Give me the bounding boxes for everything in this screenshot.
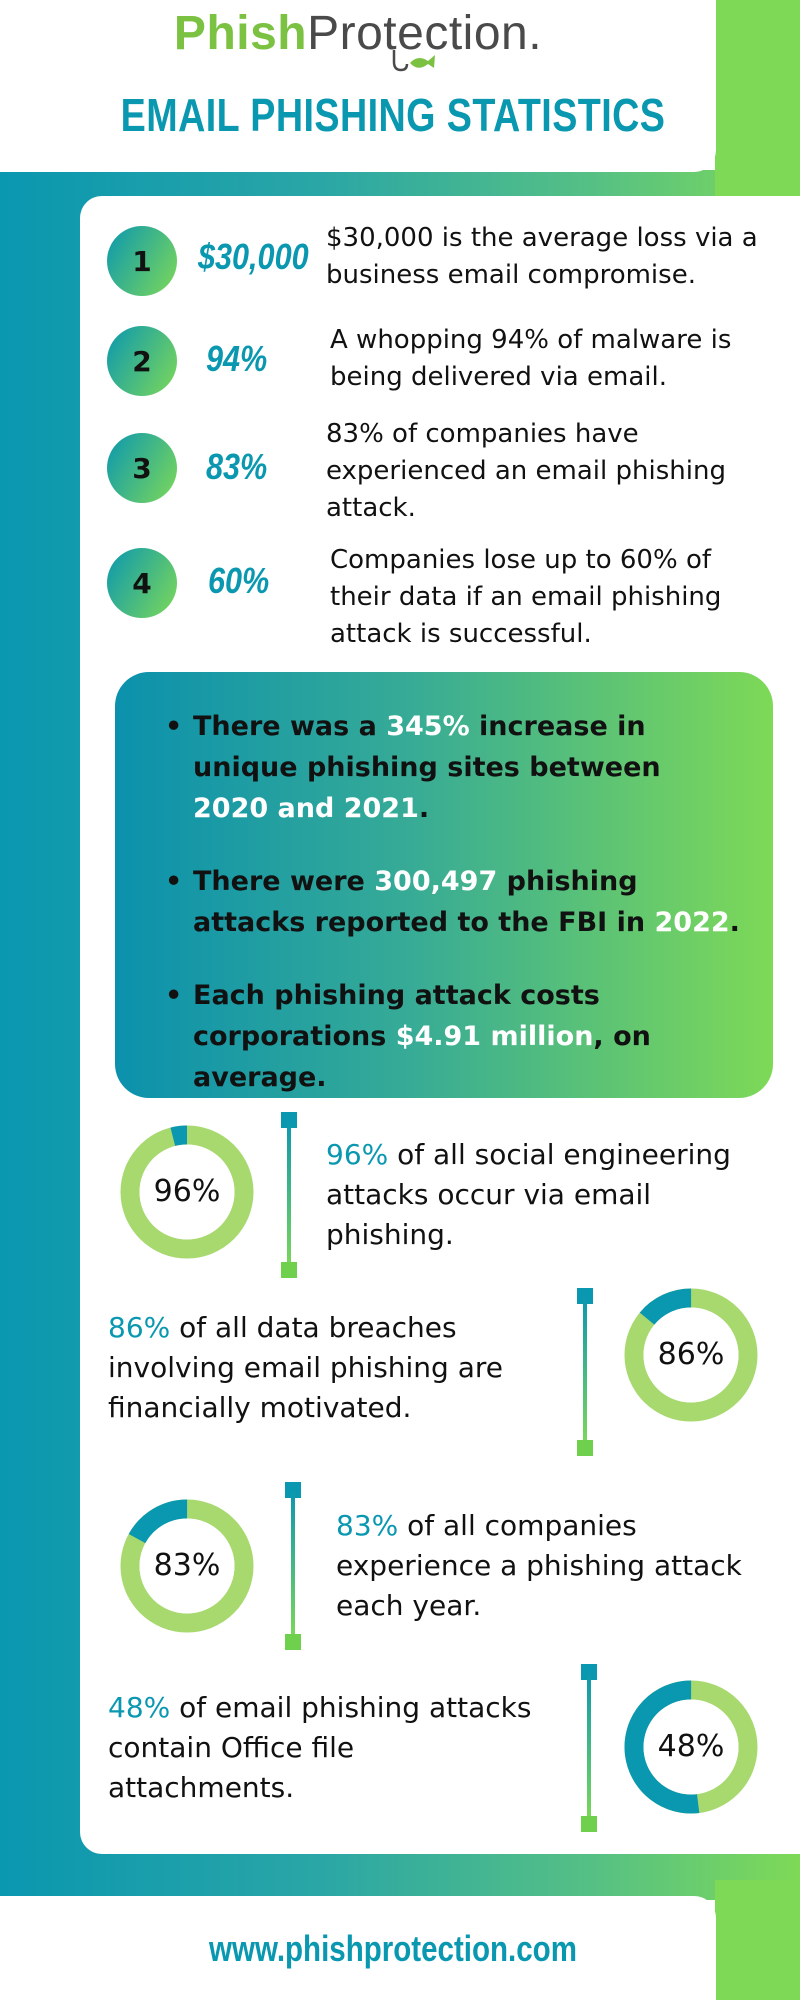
stat-number-badge: 3 xyxy=(107,433,177,503)
stat-number-badge: 4 xyxy=(107,548,177,618)
connector-bottom-square xyxy=(281,1262,297,1278)
stat-big-value: $30,000 xyxy=(198,236,309,277)
footer-url: www.phishprotection.com xyxy=(209,1928,577,1969)
stat-number-badge: 2 xyxy=(107,326,177,396)
connector-bottom-square xyxy=(581,1816,597,1832)
connector-bottom-square xyxy=(577,1440,593,1456)
logo: PhishProtection. xyxy=(173,7,543,60)
stat-number-badge: 1 xyxy=(107,226,177,296)
donut-label: 48% xyxy=(657,1729,725,1764)
stat-big-value: 83% xyxy=(206,446,268,487)
stat-big-value: 60% xyxy=(208,560,270,601)
donut-label: 86% xyxy=(657,1337,725,1372)
decorative-strip-top xyxy=(715,0,800,200)
stat-description: 83% of companies have experienced an email phishing attack. xyxy=(326,419,726,523)
stat-big-value: 94% xyxy=(206,338,268,379)
stat-description: Companies lose up to 60% of their data if an email phishing attack is successful. xyxy=(330,545,722,649)
donut-stat-text: 86% of all data breaches involving email phishing are financially motivated. xyxy=(108,1311,504,1424)
connector-line xyxy=(583,1296,587,1446)
stat-description: $30,000 is the average loss via a business email compromise. xyxy=(326,223,758,290)
donut-stat-text: 83% of all companies experience a phishing attack each year. xyxy=(336,1509,742,1622)
highlight-bullet: • There were 300,497 phishing attacks reported to the FBI in 2022. xyxy=(165,861,745,943)
donut-label: 83% xyxy=(153,1548,221,1583)
decorative-strip-bottom xyxy=(715,1880,800,2000)
connector-line xyxy=(287,1120,291,1270)
highlight-bullet: • There was a 345% increase in unique phishing sites between 2020 and 2021. xyxy=(165,706,745,829)
donut-stat-text: 96% of all social engineering attacks occur via email phishing. xyxy=(326,1138,731,1251)
highlight-box xyxy=(115,672,773,1098)
highlight-list xyxy=(165,706,745,1130)
donut-stat-text: 48% of email phishing attacks contain Office file attachments. xyxy=(108,1691,532,1804)
fishhook-fish-icon xyxy=(388,48,438,74)
stat-description: A whopping 94% of malware is being delivered via email. xyxy=(330,325,732,392)
donut-label: 96% xyxy=(153,1174,221,1209)
page-title: EMAIL PHISHING STATISTICS xyxy=(120,89,666,141)
connector-line xyxy=(587,1672,591,1822)
highlight-bullet: • Each phishing attack costs corporations $4.91 million, on average. xyxy=(165,975,745,1098)
connector-bottom-square xyxy=(285,1634,301,1650)
connector-line xyxy=(291,1490,295,1640)
